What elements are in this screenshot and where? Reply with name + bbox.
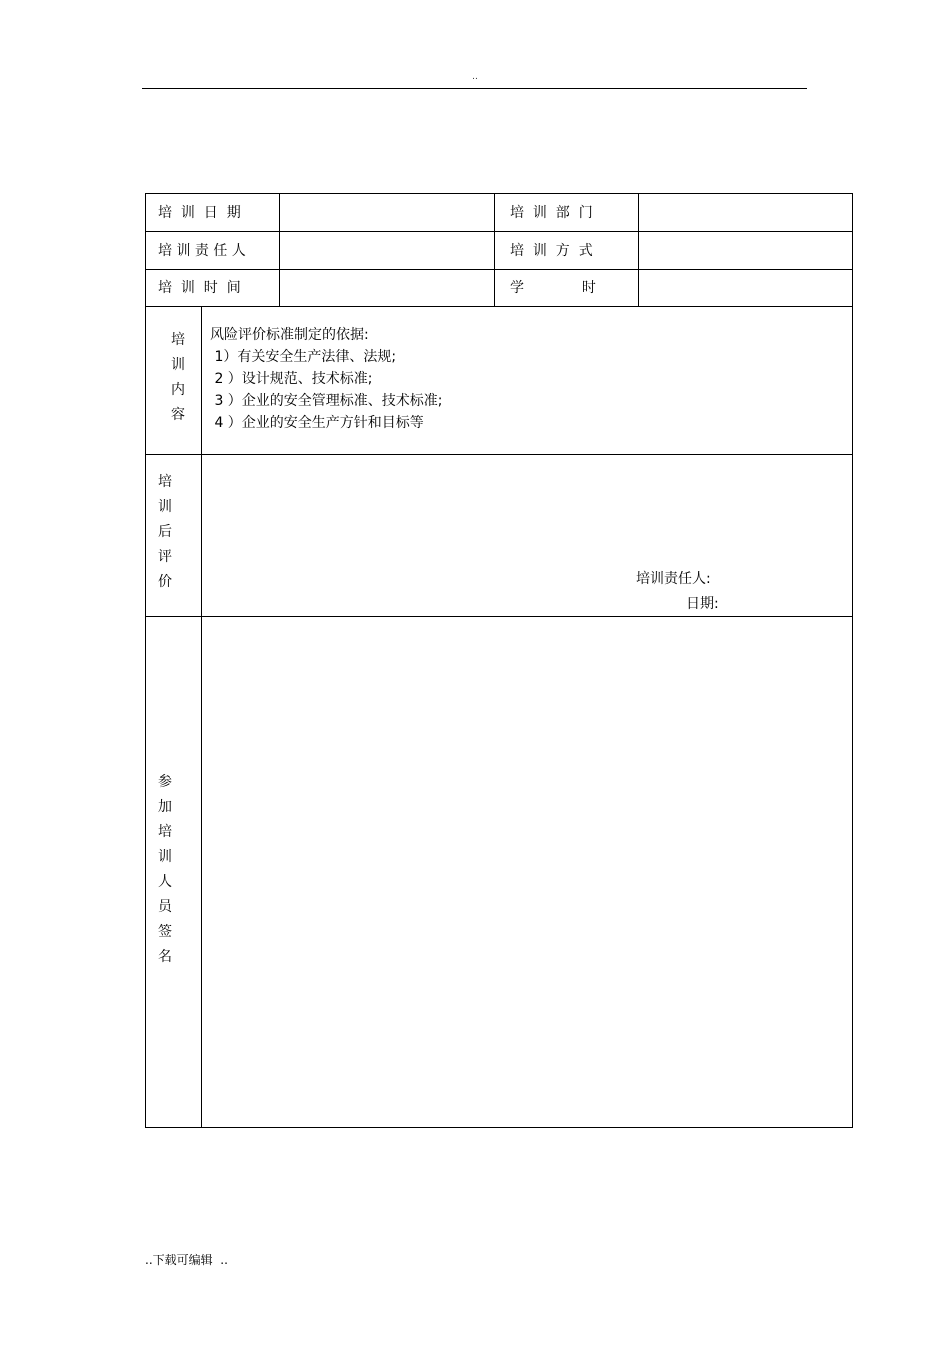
training-time-field[interactable] bbox=[280, 270, 494, 306]
content-line: 4 ）企业的安全生产方针和目标等 bbox=[210, 415, 424, 431]
training-date-label: 培 训 日 期 bbox=[158, 205, 241, 221]
post-training-evaluation-label: 培 训 后 评 价 bbox=[158, 474, 172, 590]
training-content-text bbox=[210, 324, 443, 434]
training-method-label: 培 训 方 式 bbox=[510, 243, 593, 259]
training-department-field[interactable] bbox=[639, 194, 852, 231]
class-hours-field[interactable] bbox=[639, 270, 852, 306]
content-line: 3 ）企业的安全管理标准、技术标准; bbox=[210, 393, 443, 409]
evaluation-field[interactable] bbox=[202, 455, 852, 616]
participants-signature-field[interactable] bbox=[202, 617, 852, 1127]
training-method-field[interactable] bbox=[639, 232, 852, 269]
training-time-label: 培 训 时 间 bbox=[158, 280, 241, 296]
responsible-signature-label: 培训责任人: bbox=[636, 571, 711, 587]
participants-signature-label: 参 加 培 训 人 员 签 名 bbox=[158, 774, 172, 965]
header-mark: .. bbox=[472, 72, 478, 82]
content-line: 2 ）设计规范、技术标准; bbox=[210, 371, 373, 387]
training-responsible-label: 培 训 责 任 人 bbox=[158, 243, 246, 259]
evaluation-date-label: 日期: bbox=[686, 596, 719, 612]
content-line: 风险评价标准制定的依据: bbox=[210, 327, 369, 343]
class-hours-label: 学 时 bbox=[510, 280, 596, 296]
training-content-label: 培 训 内 容 bbox=[171, 332, 185, 423]
training-responsible-field[interactable] bbox=[280, 232, 494, 269]
row-divider-3 bbox=[146, 306, 852, 307]
training-date-field[interactable] bbox=[280, 194, 494, 231]
training-record-form bbox=[145, 193, 853, 1128]
col-divider-2 bbox=[494, 194, 495, 306]
training-department-label: 培 训 部 门 bbox=[510, 205, 593, 221]
header-rule bbox=[142, 88, 807, 89]
content-line: 1）有关安全生产法律、法规; bbox=[210, 349, 397, 365]
footer-note: ..下载可编辑 .. bbox=[145, 1253, 228, 1267]
